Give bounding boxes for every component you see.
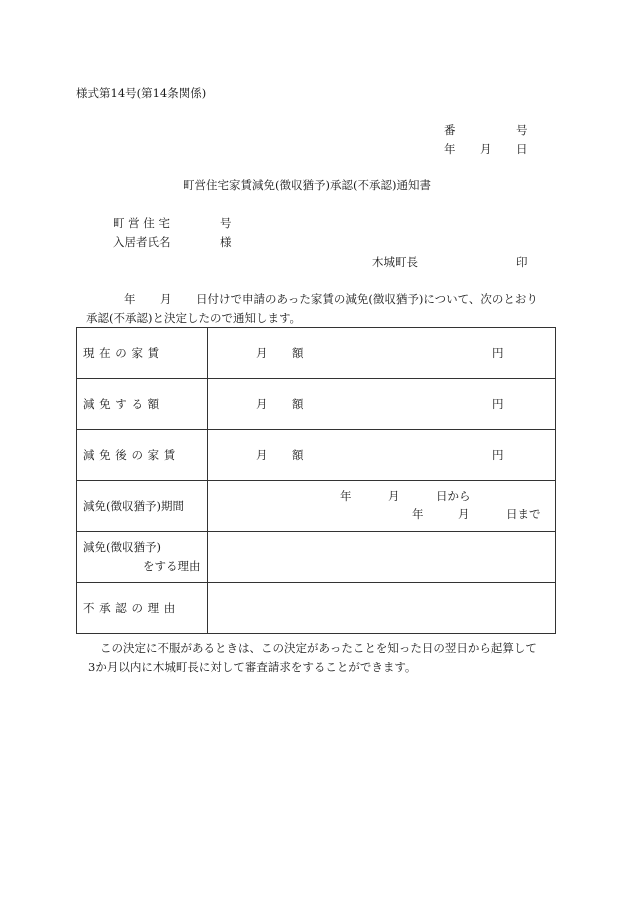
row-label: 現 在 の 家 賃 [83, 346, 160, 360]
seal-mark: 印 [516, 255, 528, 269]
yen-label: 円 [492, 346, 504, 360]
monthly-label: 月 [256, 397, 268, 411]
table-row-period [77, 481, 556, 532]
period-label: 減免(徴収猶予)期間 [83, 499, 184, 513]
date-day-label: 日 [516, 142, 528, 156]
period-to-year: 年 [412, 507, 424, 521]
rejection-value-cell [208, 583, 556, 634]
table-value-cell [208, 379, 556, 430]
table-row-reason [77, 532, 556, 583]
sender-name: 木城町長 [372, 255, 418, 269]
reason-value-cell [208, 532, 556, 583]
document-title: 町営住宅家賃減免(徴収猶予)承認(不承認)通知書 [183, 178, 431, 192]
footer-line2: 3か月以内に木城町長に対して審査請求をすることができます。 [88, 660, 417, 674]
period-to-month: 月 [458, 507, 470, 521]
body-month: 月 [160, 292, 172, 306]
body-line1: 日付けで申請のあった家賃の減免(徴収猶予)について、次のとおり [196, 292, 538, 306]
table-label-cell [77, 532, 208, 583]
notice-table [76, 327, 556, 634]
period-from-day: 日から [436, 489, 471, 503]
reference-ban-label: 番 [444, 123, 456, 137]
monthly-label: 月 [256, 448, 268, 462]
resident-label: 入居者氏名 [113, 235, 171, 249]
table-value-cell [208, 430, 556, 481]
reference-go-label: 号 [516, 123, 528, 137]
rejection-label: 不 承 認 の 理 由 [83, 601, 176, 615]
table-label-cell [77, 430, 208, 481]
footer-line1: この決定に不服があるときは、この決定があったことを知った日の翌日から起算して [100, 641, 537, 655]
table-row-rejection [77, 583, 556, 634]
table-label-cell [77, 379, 208, 430]
period-value-cell [208, 481, 556, 532]
reason-label-line2: をする理由 [143, 559, 201, 573]
table-label-cell [77, 481, 208, 532]
reason-label-line1: 減免(徴収猶予) [83, 540, 161, 554]
table-row [77, 328, 556, 379]
form-number: 様式第14号(第14条関係) [76, 86, 207, 100]
table-value-cell [208, 328, 556, 379]
row-label: 減 免 す る 額 [83, 397, 160, 411]
body-line2: 承認(不承認)と決定したので通知します。 [86, 311, 302, 325]
table-label-cell [77, 328, 208, 379]
body-year: 年 [124, 292, 136, 306]
amount-label: 額 [292, 346, 304, 360]
yen-label: 円 [492, 448, 504, 462]
resident-suffix: 様 [220, 235, 232, 249]
housing-label: 町 営 住 宅 [113, 216, 170, 230]
period-from-month: 月 [388, 489, 400, 503]
period-from-year: 年 [340, 489, 352, 503]
yen-label: 円 [492, 397, 504, 411]
monthly-label: 月 [256, 346, 268, 360]
date-month-label: 月 [480, 142, 492, 156]
table-row [77, 379, 556, 430]
housing-suffix: 号 [220, 216, 232, 230]
date-year-label: 年 [444, 142, 456, 156]
period-to-day: 日まで [506, 507, 541, 521]
table-label-cell [77, 583, 208, 634]
amount-label: 額 [292, 397, 304, 411]
amount-label: 額 [292, 448, 304, 462]
table-row [77, 430, 556, 481]
row-label: 減 免 後 の 家 賃 [83, 448, 176, 462]
